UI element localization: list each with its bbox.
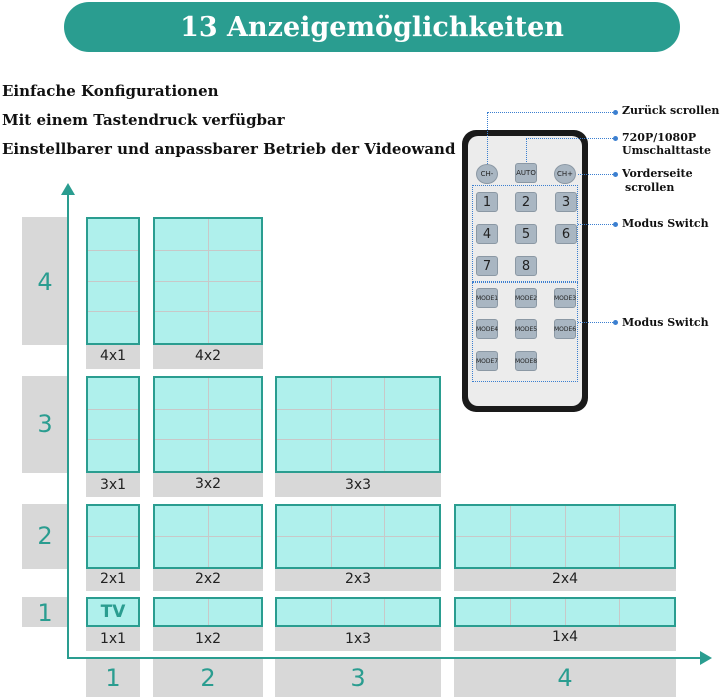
col-label-1: 1: [105, 664, 121, 692]
label-resolution: 720P/1080P: [622, 131, 697, 144]
row-label-3: 3: [37, 410, 53, 438]
ch-plus-button[interactable]: CH+: [554, 164, 576, 184]
leader-dot: [613, 172, 618, 177]
caption-3x3: 3x3: [344, 477, 372, 493]
caption-4x1: 4x1: [99, 348, 127, 364]
x-axis-arrow-icon: [700, 651, 712, 665]
layout-1x1: [86, 597, 140, 627]
leader-line: [487, 112, 615, 113]
key-1-button[interactable]: 1: [476, 192, 498, 212]
leader-line: [578, 174, 615, 175]
auto-button[interactable]: AUTO: [515, 163, 537, 183]
label-forward-scroll-2: scrollen: [625, 181, 675, 194]
label-mode-switch-b: Modus Switch: [622, 316, 709, 329]
key-8-button[interactable]: 8: [515, 256, 537, 276]
y-axis-arrow-icon: [61, 183, 75, 195]
leader-dot: [613, 222, 618, 227]
leader-dot: [613, 110, 618, 115]
caption-2x2: 2x2: [194, 571, 222, 587]
layout-4x2: [153, 217, 263, 345]
layout-1x4: [454, 597, 676, 627]
x-axis: [67, 657, 703, 659]
leader-line: [578, 322, 615, 323]
layout-2x4: [454, 504, 676, 569]
caption-2x3: 2x3: [344, 571, 372, 587]
caption-3x2: 3x2: [194, 476, 222, 492]
mode1-button[interactable]: MODE1: [476, 288, 498, 308]
caption-1x3: 1x3: [344, 631, 372, 647]
ch-minus-button[interactable]: CH-: [476, 164, 498, 184]
mode4-button[interactable]: MODE4: [476, 319, 498, 339]
mode5-button[interactable]: MODE5: [515, 319, 537, 339]
remote-control: [462, 130, 588, 412]
mode7-button[interactable]: MODE7: [476, 351, 498, 371]
leader-dot: [613, 320, 618, 325]
mode3-button[interactable]: MODE3: [554, 288, 576, 308]
feature-3: Einstellbarer und anpassbarer Betrieb der Videowand: [2, 140, 456, 158]
leader-line: [526, 138, 615, 139]
mode6-button[interactable]: MODE6: [554, 319, 576, 339]
caption-1x2: 1x2: [194, 631, 222, 647]
layout-4x1: [86, 217, 140, 345]
caption-2x4: 2x4: [551, 571, 579, 587]
label-resolution-2: Umschalttaste: [622, 144, 711, 157]
layout-3x2: [153, 376, 263, 473]
y-axis: [67, 192, 69, 658]
key-7-button[interactable]: 7: [476, 256, 498, 276]
feature-1: Einfache Konfigurationen: [2, 82, 219, 100]
layout-1x2: [153, 597, 263, 627]
caption-2x1: 2x1: [99, 571, 127, 587]
feature-2: Mit einem Tastendruck verfügbar: [2, 111, 285, 129]
leader-line: [578, 224, 615, 225]
layout-3x3: [275, 376, 441, 473]
col-label-4: 4: [557, 664, 573, 692]
key-3-button[interactable]: 3: [555, 192, 577, 212]
layout-1x3: [275, 597, 441, 627]
row-label-1: 1: [37, 599, 53, 627]
key-6-button[interactable]: 6: [555, 224, 577, 244]
caption-4x2: 4x2: [194, 348, 222, 364]
layout-2x2: [153, 504, 263, 569]
caption-3x1: 3x1: [99, 477, 127, 493]
col-label-2: 2: [200, 664, 216, 692]
key-2-button[interactable]: 2: [515, 192, 537, 212]
label-back-scroll: Zurück scrollen: [622, 104, 720, 117]
label-mode-switch-a: Modus Switch: [622, 217, 709, 230]
layout-2x1: [86, 504, 140, 569]
col-label-3: 3: [350, 664, 366, 692]
row-label-4: 4: [37, 268, 53, 296]
title-banner: [64, 2, 680, 52]
mode2-button[interactable]: MODE2: [515, 288, 537, 308]
leader-line: [526, 138, 527, 162]
key-5-button[interactable]: 5: [515, 224, 537, 244]
mode8-button[interactable]: MODE8: [515, 351, 537, 371]
key-4-button[interactable]: 4: [476, 224, 498, 244]
leader-dot: [613, 136, 618, 141]
row-label-2: 2: [37, 522, 53, 550]
tv-label: TV: [100, 602, 126, 622]
layout-2x3: [275, 504, 441, 569]
page-title: 13 Anzeigemöglichkeiten: [180, 11, 564, 43]
caption-1x4: 1x4: [551, 629, 579, 645]
layout-3x1: [86, 376, 140, 473]
caption-1x1: 1x1: [99, 631, 127, 647]
leader-line: [487, 112, 488, 164]
label-forward-scroll: Vorderseite: [622, 167, 693, 180]
